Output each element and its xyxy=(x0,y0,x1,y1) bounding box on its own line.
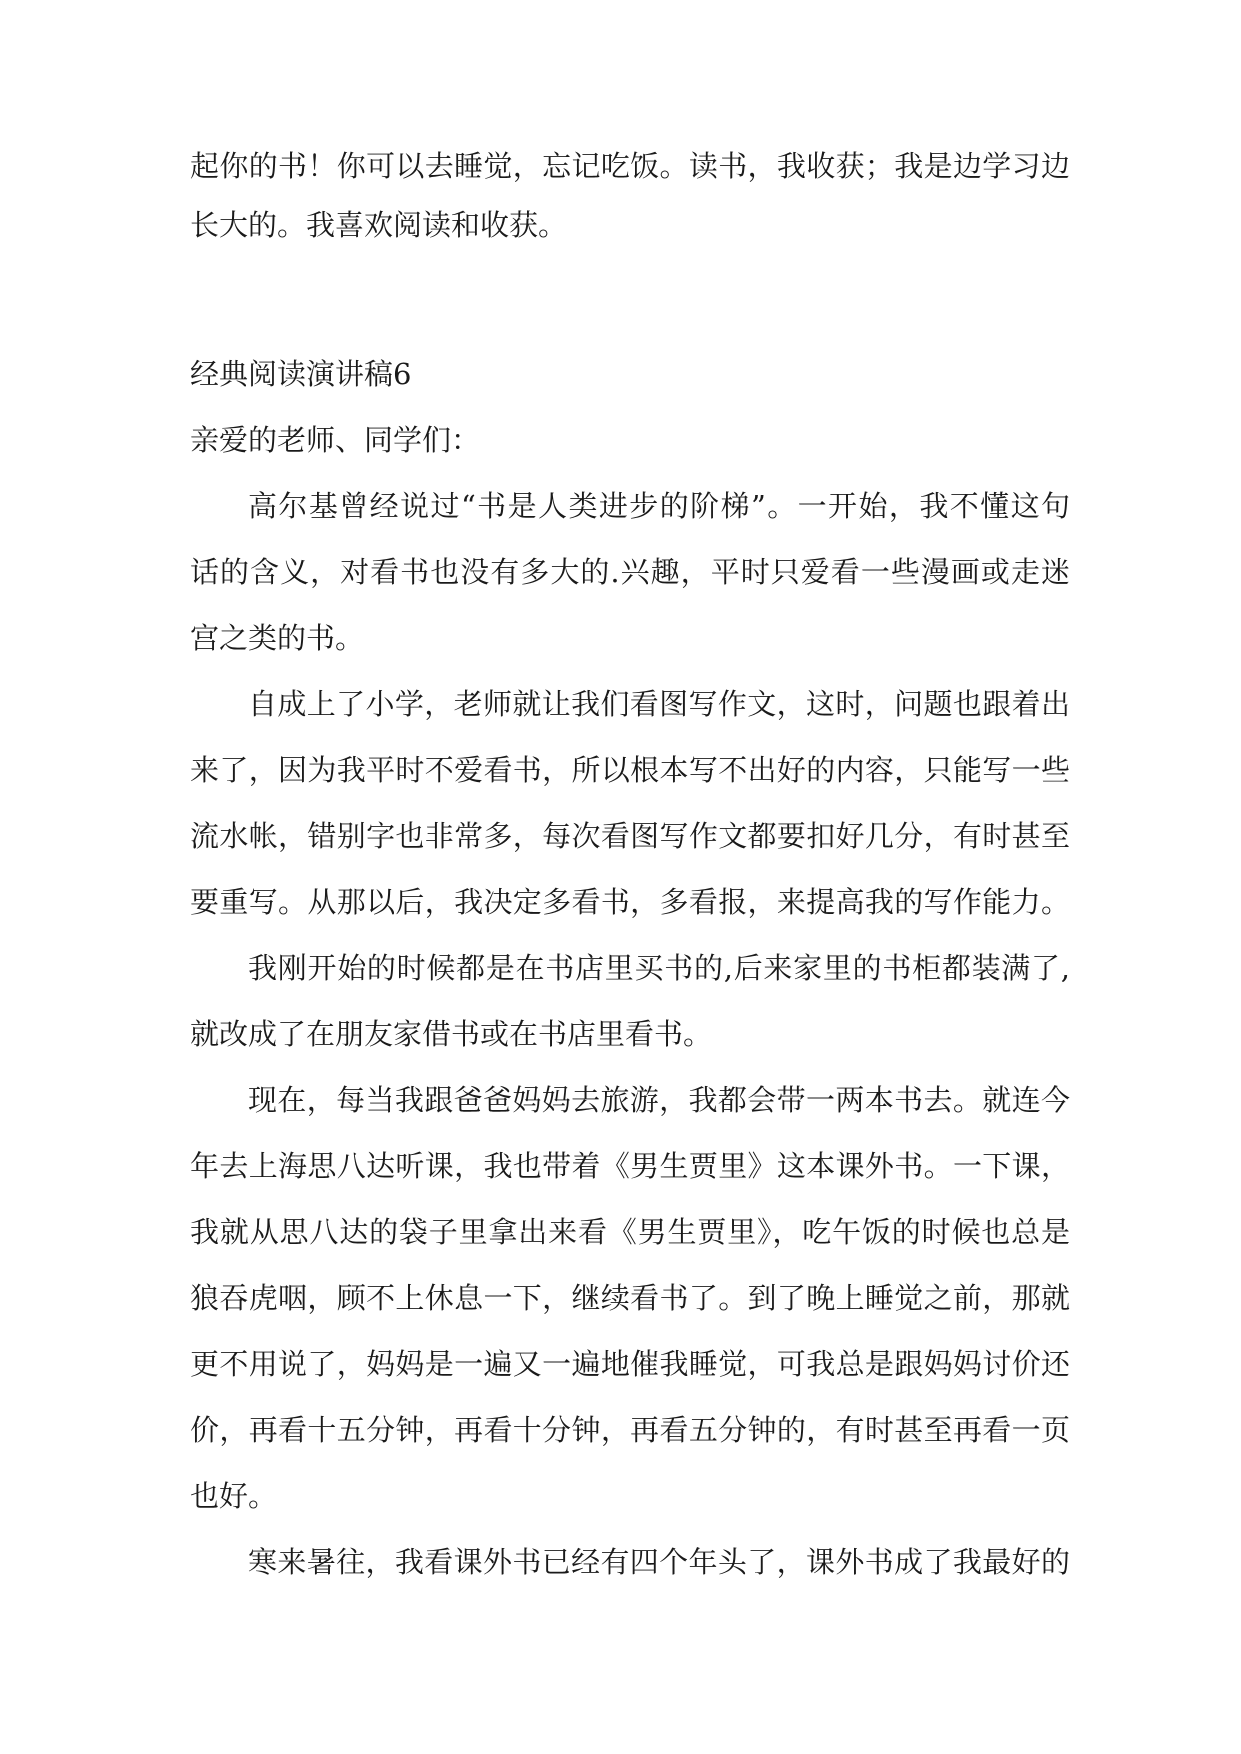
salutation: 亲爱的老师、同学们： xyxy=(190,423,481,457)
text-line: 起你的书！你可以去睡觉，忘记吃饭。读书，我收获；我是边学习边 xyxy=(190,149,1070,183)
paragraph-line: 就改成了在朋友家借书或在书店里看书。 xyxy=(190,1017,713,1051)
paragraph-line: 来了，因为我平时不爱看书，所以根本写不出好的内容，只能写一些 xyxy=(190,753,1070,787)
paragraph-line: 话的含义，对看书也没有多大的.兴趣，平时只爱看一些漫画或走迷 xyxy=(190,555,1070,589)
section-title: 经典阅读演讲稿6 xyxy=(190,357,412,391)
paragraph-line: 高尔基曾经说过“书是人类进步的阶梯”。一开始，我不懂这句 xyxy=(248,489,1070,523)
paragraph-line: 年去上海思八达听课，我也带着《男生贾里》这本课外书。一下课， xyxy=(190,1149,1070,1183)
text-line: 长大的。我喜欢阅读和收获。 xyxy=(190,208,568,242)
paragraph-line: 也好。 xyxy=(190,1479,278,1513)
paragraph-line: 流水帐，错别字也非常多，每次看图写作文都要扣好几分，有时甚至 xyxy=(190,819,1070,853)
paragraph-line: 狼吞虎咽，顾不上休息一下，继续看书了。到了晚上睡觉之前，那就 xyxy=(190,1281,1070,1315)
paragraph-line: 要重写。从那以后，我决定多看书，多看报，来提高我的写作能力。 xyxy=(190,885,1070,919)
paragraph-line: 宫之类的书。 xyxy=(190,621,365,655)
paragraph-line: 我刚开始的时候都是在书店里买书的,后来家里的书柜都装满了, xyxy=(248,951,1070,985)
paragraph-line: 价，再看十五分钟，再看十分钟，再看五分钟的，有时甚至再看一页 xyxy=(190,1413,1070,1447)
paragraph-line: 自成上了小学，老师就让我们看图写作文，这时，问题也跟着出 xyxy=(248,687,1070,721)
paragraph-line: 更不用说了，妈妈是一遍又一遍地催我睡觉，可我总是跟妈妈讨价还 xyxy=(190,1347,1070,1381)
paragraph-line: 我就从思八达的袋子里拿出来看《男生贾里》，吃午饭的时候也总是 xyxy=(190,1215,1070,1249)
paragraph-line: 寒来暑往，我看课外书已经有四个年头了，课外书成了我最好的 xyxy=(248,1545,1070,1579)
paragraph-line: 现在，每当我跟爸爸妈妈去旅游，我都会带一两本书去。就连今 xyxy=(248,1083,1070,1117)
